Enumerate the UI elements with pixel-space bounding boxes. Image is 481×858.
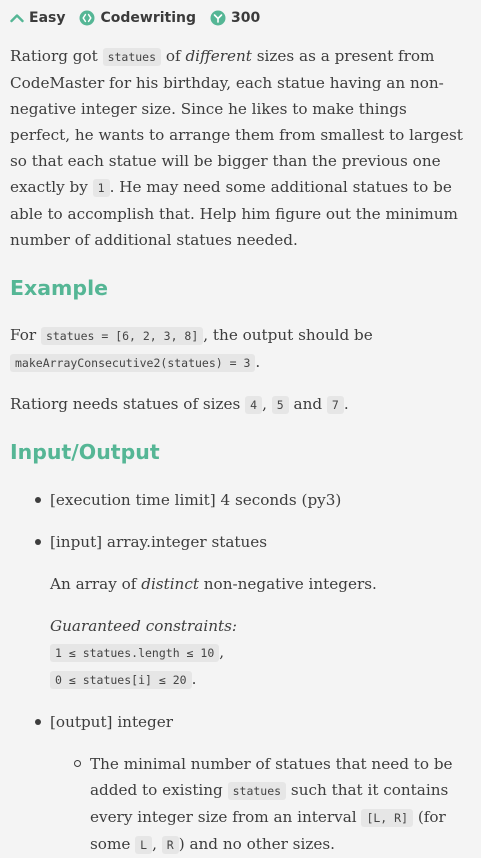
chevron-up-icon (10, 13, 24, 23)
example-label: , (262, 395, 272, 413)
inline-code: makeArrayConsecutive2(statues) = 3 (10, 354, 255, 372)
example-label: , the output should be (203, 326, 373, 344)
input-text: An array of (50, 575, 142, 593)
output-text: ) and no other sizes. (178, 835, 335, 853)
input-text: non-negative integers. (198, 575, 377, 593)
example-text (10, 322, 471, 376)
input-emphasis: distinct (141, 575, 199, 593)
inline-code: 7 (327, 396, 344, 414)
inline-code: [L, R] (361, 809, 413, 827)
list-item (10, 709, 471, 858)
code-brackets-icon (79, 10, 95, 26)
constraint-code: 1 ≤ statues.length ≤ 10 (50, 644, 219, 662)
input-output-heading: Input/Output (10, 440, 160, 464)
example-label: . (255, 353, 261, 371)
execution-time-limit: [execution time limit] 4 seconds (py3) (50, 491, 342, 509)
example-heading: Example (10, 276, 109, 300)
task-type-indicator (79, 5, 196, 31)
desc-text: Ratiorg got (10, 47, 103, 65)
difficulty-indicator (10, 5, 65, 31)
example-explanation (10, 391, 471, 418)
points-label: 300 (231, 10, 261, 26)
difficulty-label: Easy (29, 10, 66, 26)
output-text: (for some (90, 808, 446, 853)
input-title: [input] array.integer statues (50, 533, 268, 551)
output-sublist (50, 751, 471, 858)
constraints-block (50, 613, 471, 693)
example-label: and (288, 395, 327, 413)
task-description (10, 43, 471, 253)
inline-code: L (135, 836, 152, 854)
inline-code: 5 (272, 396, 289, 414)
coin-icon (210, 10, 226, 26)
task-type-label: Codewriting (100, 10, 197, 26)
constraint-code: 0 ≤ statues[i] ≤ 20 (50, 671, 192, 689)
io-list (10, 487, 471, 858)
desc-text: . He may need some additional statues to be able to accomplish that. Help him figure out the minimum number of additional statues needed. (10, 178, 458, 249)
inline-code: statues (228, 782, 286, 800)
list-item (10, 529, 471, 693)
input-description (50, 571, 471, 597)
inline-code: R (162, 836, 179, 854)
list-item (50, 751, 471, 858)
desc-emphasis: different (185, 47, 252, 65)
list-item (10, 487, 471, 513)
output-text: The minimal number of statues that need to be added to existing (90, 755, 453, 799)
output-title: [output] integer (50, 713, 174, 731)
constraints-label: Guaranteed constraints: (50, 617, 237, 635)
desc-text: of (161, 47, 186, 65)
inline-code: 1 (93, 179, 110, 197)
example-label: . (343, 395, 349, 413)
inline-code: statues (103, 48, 161, 66)
example-label: Ratiorg needs statues of sizes (10, 395, 246, 413)
constraint-punct: , (219, 643, 225, 661)
example-label: For (10, 326, 41, 344)
points-indicator (210, 5, 260, 31)
task-meta-bar (10, 0, 471, 36)
output-text: such that it contains every integer size from an interval (90, 781, 449, 826)
inline-code: statues = [6, 2, 3, 8] (41, 327, 203, 345)
output-text: , (152, 835, 162, 853)
constraint-punct: . (191, 670, 197, 688)
desc-text: sizes as a present from CodeMaster for his birthday, each statue having an non-negative integer size. Since he likes to make things perfect, he wants to arrange them from smallest to largest so that each statue will be bigger than the previous one exactly by (10, 47, 463, 196)
inline-code: 4 (245, 396, 262, 414)
